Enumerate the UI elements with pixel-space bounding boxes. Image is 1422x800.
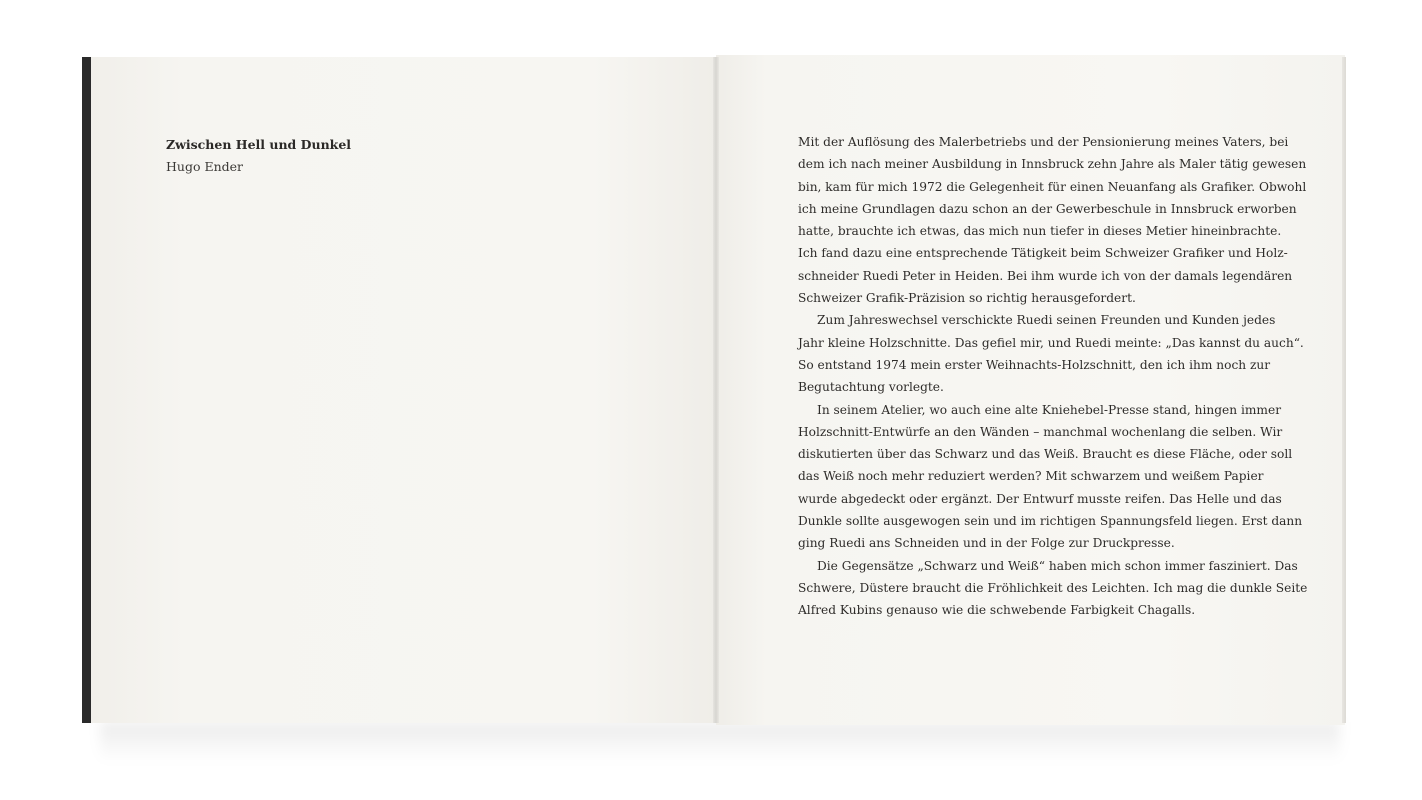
text-line: So entstand 1974 mein erster Weihnachts-Holzschnitt, den ich ihm noch zur bbox=[798, 357, 1271, 372]
text-line: Alfred Kubins genauso wie die schwebende Farbigkeit Chagalls. bbox=[798, 603, 1196, 618]
page-edge bbox=[1342, 57, 1346, 723]
text-line: Die Gegensätze „Schwarz und Weiß“ haben mich schon immer fasziniert. Das bbox=[817, 558, 1298, 573]
text-line: Mit der Auflösung des Malerbetriebs und der Pensionierung meines Vaters, bei bbox=[798, 135, 1289, 149]
text-line: Holzschnitt-Entwürfe an den Wänden – manchmal wochenlang die selben. Wir bbox=[798, 424, 1283, 439]
paragraph bbox=[798, 399, 1303, 555]
chapter-title: Zwischen Hell und Dunkel bbox=[166, 137, 352, 152]
text-line: Begutachtung vorlegte. bbox=[798, 380, 944, 395]
text-line: Jahr kleine Holzschnitte. Das gefiel mir, und Ruedi meinte: „Das kannst du auch“. bbox=[798, 335, 1304, 350]
text-line: Zum Jahreswechsel verschickte Ruedi seinen Freunden und Kunden jedes bbox=[817, 313, 1276, 328]
text-line: ging Ruedi ans Schneiden und in der Folge zur Druckpresse. bbox=[798, 536, 1175, 551]
paragraph bbox=[798, 131, 1307, 309]
book-shadow bbox=[100, 722, 1340, 762]
paragraph bbox=[798, 555, 1308, 622]
paragraph bbox=[798, 309, 1304, 398]
text-line: das Weiß noch mehr reduziert werden? Mit schwarzem und weißem Papier bbox=[798, 469, 1264, 484]
book-gutter bbox=[713, 57, 719, 723]
text-line: schneider Ruedi Peter in Heiden. Bei ihm wurde ich von der damals legendären bbox=[798, 268, 1293, 283]
text-line: ich meine Grundlagen dazu schon an der Gewerbeschule in Innsbruck erworben bbox=[798, 201, 1297, 216]
text-line: Schwere, Düstere braucht die Fröhlichkeit des Leichten. Ich mag die dunkle Seite bbox=[798, 580, 1308, 595]
text-line: dem ich nach meiner Ausbildung in Innsbruck zehn Jahre als Maler tätig gewesen bbox=[798, 157, 1307, 172]
text-line: In seinem Atelier, wo auch eine alte Kniehebel-Presse stand, hingen immer bbox=[817, 402, 1282, 417]
text-line: Schweizer Grafik-Präzision so richtig herausgefordert. bbox=[798, 291, 1136, 306]
text-line: Ich fand dazu eine entsprechende Tätigkeit beim Schweizer Grafiker und Holz- bbox=[798, 246, 1288, 261]
text-line: diskutierten über das Schwarz und das Weiß. Braucht es diese Fläche, oder soll bbox=[798, 447, 1293, 462]
text-line: Dunkle sollte ausgewogen sein und im richtigen Spannungsfeld liegen. Erst dann bbox=[798, 514, 1303, 529]
book-spine bbox=[82, 57, 91, 723]
text-line: wurde abgedeckt oder ergänzt. Der Entwurf musste reifen. Das Helle und das bbox=[798, 491, 1282, 506]
text-line: hatte, brauchte ich etwas, das mich nun tiefer in dieses Metier hineinbrachte. bbox=[798, 224, 1282, 239]
author-name: Hugo Ender bbox=[166, 159, 244, 174]
body-text bbox=[798, 131, 1308, 622]
text-line: bin, kam für mich 1972 die Gelegenheit für einen Neuanfang als Grafiker. Obwohl bbox=[798, 179, 1307, 194]
title-block bbox=[166, 134, 566, 178]
